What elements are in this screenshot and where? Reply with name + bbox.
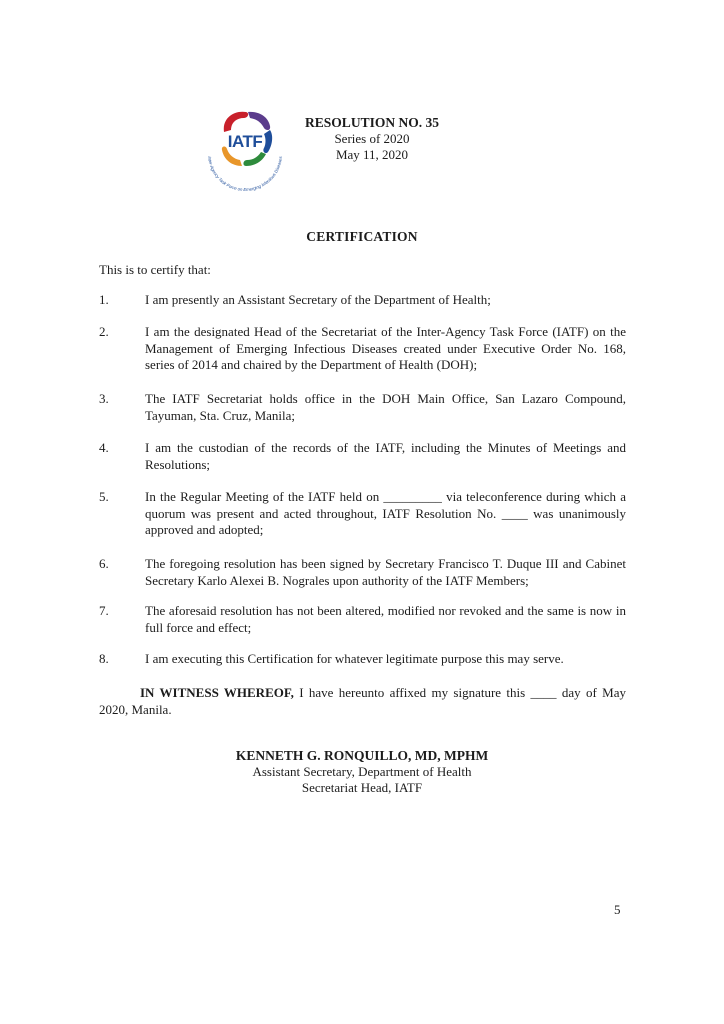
- logo-wordmark: IATF: [227, 132, 263, 151]
- logo-purple-hand-shape: [248, 112, 270, 130]
- item-text: The IATF Secretariat holds office in the DOH Main Office, San Lazaro Compound, Tayuman, Sta. Cruz, Manila;: [145, 391, 626, 423]
- signatory-role: Secretariat Head, IATF: [301, 780, 423, 795]
- certification-item-4: [99, 440, 626, 473]
- logo-green-hand-shape: [243, 152, 266, 166]
- certification-item-6: [99, 556, 626, 589]
- page-number: 5: [614, 902, 621, 917]
- resolution-date: May 11, 2020: [335, 147, 409, 162]
- witness-lead: IN WITNESS WHEREOF,: [140, 685, 294, 700]
- item-number: 7.: [99, 603, 109, 618]
- logo-ring-text: Inter-Agency Task Force on Emerging Infectious Diseases: [207, 156, 283, 193]
- resolution-header: [292, 115, 452, 163]
- item-number: 8.: [99, 651, 109, 666]
- item-text: The foregoing resolution has been signed by Secretary Francisco T. Duque III and Cabinet Secretary Karlo Alexei B. Nograles upon authority of the IATF Members;: [145, 556, 626, 588]
- iatf-logo: [198, 102, 292, 196]
- iatf-logo-graphic: [198, 102, 292, 196]
- item-number: 3.: [99, 391, 109, 406]
- item-number: 2.: [99, 324, 109, 339]
- intro-text: This is to certify that:: [99, 262, 211, 277]
- logo-red-hand-shape: [224, 112, 248, 132]
- item-text: I am the designated Head of the Secretariat of the Inter-Agency Task Force (IATF) on the Management of Emerging Infectious Diseases created under Executive Order No. 168, series of 2014 and chaired by the Department of Health (DOH);: [145, 324, 626, 372]
- resolution-number: RESOLUTION NO. 35: [305, 115, 439, 130]
- item-text: I am presently an Assistant Secretary of the Department of Health;: [145, 292, 491, 307]
- item-number: 5.: [99, 489, 109, 504]
- item-text: I am executing this Certification for whatever legitimate purpose this may serve.: [145, 651, 564, 666]
- signatory-position: Assistant Secretary, Department of Health: [252, 764, 472, 779]
- resolution-series: Series of 2020: [334, 131, 410, 146]
- item-number: 4.: [99, 440, 109, 455]
- item-number: 1.: [99, 292, 109, 307]
- certification-item-5: [99, 489, 626, 539]
- certification-item-2: [99, 324, 626, 374]
- item-number: 6.: [99, 556, 109, 571]
- certification-item-1: [99, 292, 626, 309]
- witness-clause: [99, 684, 626, 718]
- signatory-block: [0, 748, 724, 796]
- item-text: In the Regular Meeting of the IATF held on _________ via teleconference during which a quorum was present and acted throughout, IATF Resolution No. ____ was unanimously approved and adopted;: [145, 489, 626, 537]
- certification-item-3: [99, 391, 626, 424]
- item-text: The aforesaid resolution has not been altered, modified nor revoked and the same is now in full force and effect;: [145, 603, 626, 635]
- certification-item-7: [99, 603, 626, 636]
- witness-text: I have hereunto affixed my signature this ____ day of May 2020, Manila.: [99, 685, 626, 717]
- item-text: I am the custodian of the records of the IATF, including the Minutes of Meetings and Resolutions;: [145, 440, 626, 472]
- signatory-name: KENNETH G. RONQUILLO, MD, MPHM: [235, 748, 489, 763]
- certification-item-8: [99, 651, 626, 668]
- certification-title: CERTIFICATION: [306, 229, 418, 244]
- logo-blue-hand-shape: [263, 130, 272, 153]
